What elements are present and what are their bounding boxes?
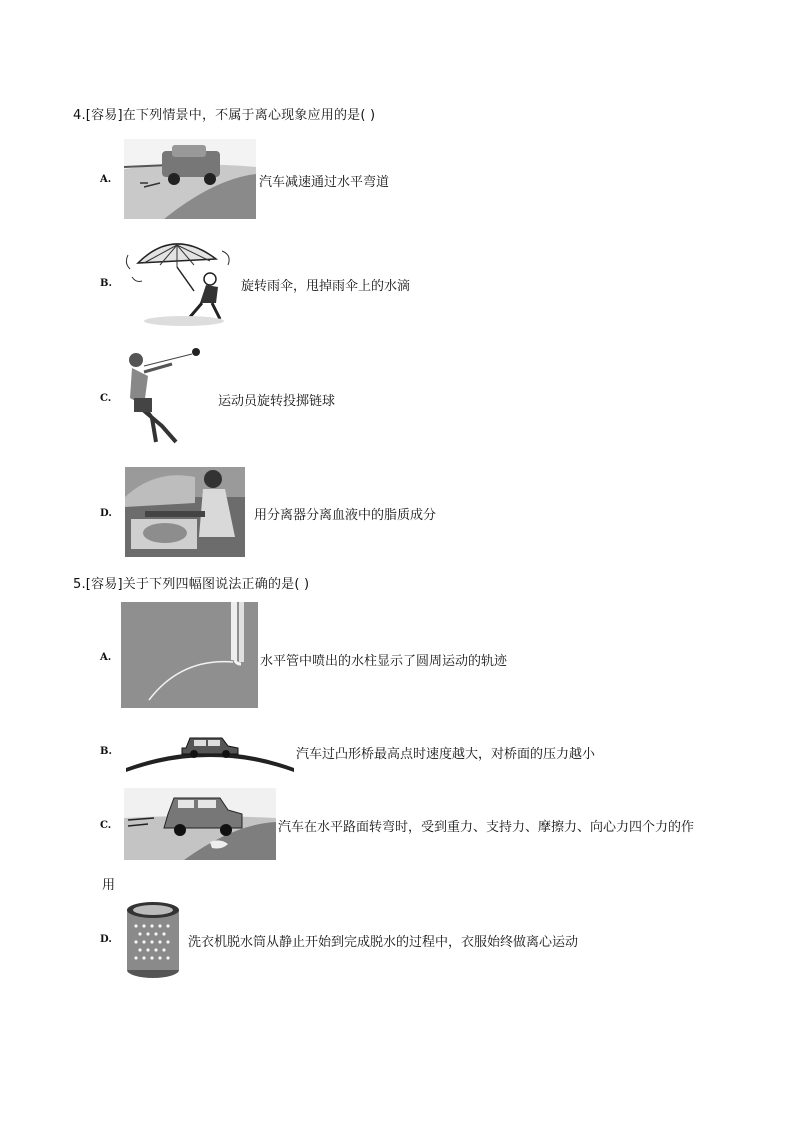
car-turning-figure [124, 788, 276, 860]
water-jet-figure [121, 602, 258, 708]
car-on-curve-figure [124, 139, 256, 219]
option-5d-letter: D. [100, 934, 112, 945]
option-4a-letter: A. [100, 174, 112, 185]
option-4d-letter: D. [100, 508, 112, 519]
option-4b-text: 旋转雨伞，甩掉雨伞上的水滴 [241, 279, 411, 294]
centrifuge-lab-figure [125, 467, 245, 557]
option-5b-letter: B. [100, 746, 112, 757]
option-4c-letter: C. [100, 393, 112, 404]
option-5c-letter: C. [100, 820, 112, 831]
hammer-throw-figure [122, 346, 202, 450]
option-4b-letter: B. [100, 278, 112, 289]
option-4d-text: 用分离器分离血液中的脂质成分 [254, 508, 437, 523]
option-5c-text-continued: 用 [102, 878, 116, 893]
car-on-bridge-figure [124, 724, 296, 776]
option-5a-text: 水平管中喷出的水柱显示了圆周运动的轨迹 [260, 654, 508, 669]
option-5a-letter: A. [100, 652, 112, 663]
question-5-title: 5.[容易]关于下列四幅图说法正确的是( ) [73, 577, 310, 592]
washer-drum-figure [122, 900, 184, 980]
option-5d-text: 洗衣机脱水筒从静止开始到完成脱水的过程中，衣服始终做离心运动 [188, 935, 579, 950]
option-4a-text: 汽车减速通过水平弯道 [259, 175, 390, 190]
spinning-umbrella-figure [124, 233, 242, 329]
option-5c-text: 汽车在水平路面转弯时，受到重力、支持力、摩擦力、向心力四个力的作 [278, 820, 695, 835]
option-4c-text: 运动员旋转投掷链球 [218, 394, 336, 409]
question-4-title: 4.[容易]在下列情景中，不属于离心现象应用的是( ) [73, 108, 376, 123]
option-5b-text: 汽车过凸形桥最高点时速度越大，对桥面的压力越小 [296, 747, 596, 762]
